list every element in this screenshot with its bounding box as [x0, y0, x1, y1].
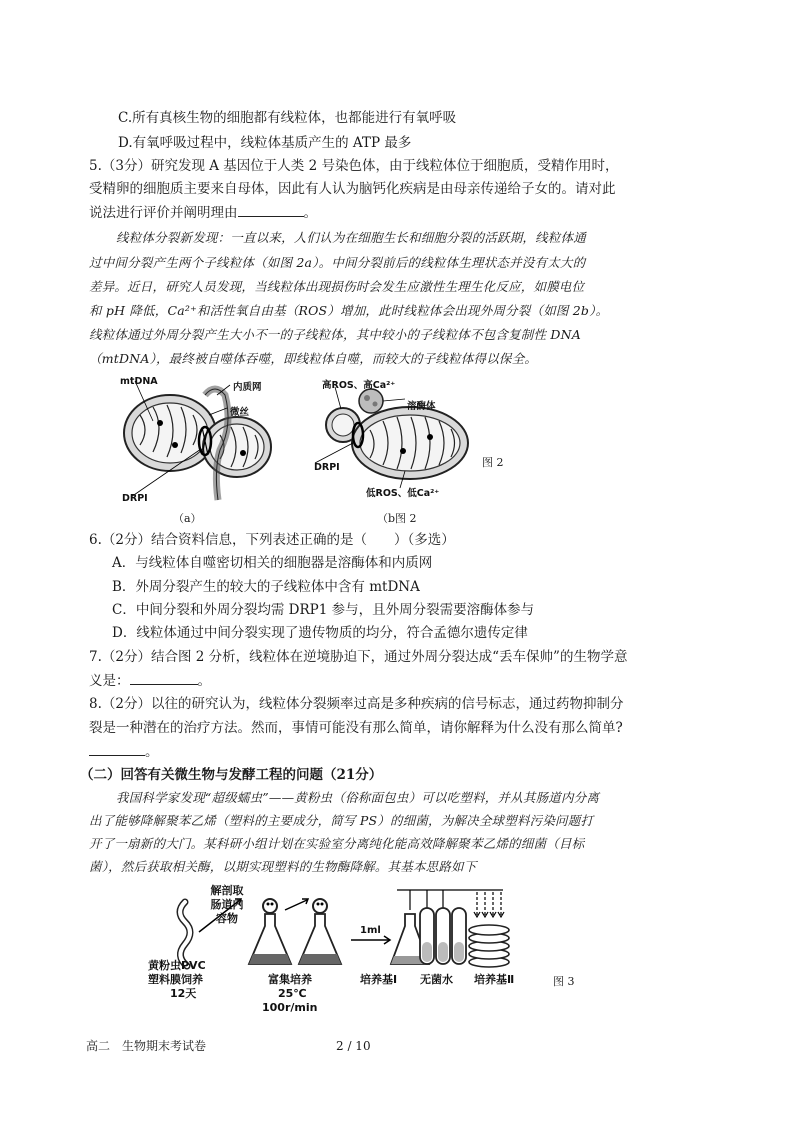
- enrich-label-3: 100r/min: [262, 1001, 318, 1014]
- q8-line1: 8.（2分）以往的研究认为，线粒体分裂频率过高是多种疾病的信号标志，通过药物抑制分: [89, 696, 624, 712]
- figure-2-label: 图 2: [482, 456, 504, 469]
- figure-3-label: 图 3: [553, 975, 575, 988]
- caption-2b: （b图 2: [377, 512, 417, 525]
- q5-text: 说法进行评价并阐明理由: [89, 205, 238, 221]
- enrich-label-1: 富集培养: [268, 973, 312, 986]
- q6-option-a[interactable]: A．与线粒体自噬密切相关的细胞器是溶酶体和内质网: [112, 555, 433, 571]
- q8-period: 。: [145, 744, 159, 760]
- q5-line1: 5.（3分）研究发现 A 基因位于人类 2 号染色体，由于线粒体位于细胞质，受精作用时，: [89, 158, 619, 174]
- worm-label-3: 12天: [170, 987, 197, 1000]
- section2-line3: 开了一扇新的大门。某科研小组计划在实验室分离纯化能高效降解聚苯乙烯的细菌（目标: [89, 836, 585, 851]
- caption-2a: （a）: [173, 512, 202, 525]
- q7-period: 。: [197, 673, 211, 689]
- q5-line3: [89, 202, 317, 223]
- q6-option-b[interactable]: B．外周分裂产生的较大的子线粒体中含有 mtDNA: [112, 579, 420, 595]
- label-high-ros: 高ROS、高Ca²⁺: [322, 380, 396, 391]
- q5-line2: 受精卵的细胞质主要来自母体，因此有人认为脑钙化疾病是由母亲传递给子女的。请对此: [89, 181, 616, 197]
- step-dissect-label: 解剖取 肠道内 容物: [210, 884, 244, 925]
- option-c: C.所有真核生物的细胞都有线粒体，也都能进行有氧呼吸: [118, 110, 457, 126]
- label-low-ros: 低ROS、低Ca²⁺: [366, 488, 440, 499]
- passage-line4: 和 pH 降低，Ca²⁺和活性氧自由基（ROS）增加，此时线粒体会出现外周分裂（如图 2b）。: [89, 303, 609, 318]
- label-er: 内质网: [233, 382, 262, 393]
- volume-1ml-label: 1ml: [360, 925, 381, 936]
- passage-line2: 过中间分裂产生两个子线粒体（如图 2a）。中间分裂前后的线粒体生理状态并没有太大的: [89, 255, 586, 270]
- worm-label-2: 塑料膜饲养: [148, 973, 203, 986]
- q5-answer-blank[interactable]: [238, 202, 304, 217]
- section2-line4: 菌），然后获取相关酶，以期实现塑料的生物酶降解。其基本思路如下: [89, 859, 477, 874]
- mitochondria-division-2b-drawing: [305, 385, 475, 495]
- label-mtdna: mtDNA: [120, 376, 158, 387]
- q8-line2: 裂是一种潜在的治疗方法。然而，事情可能没有那么简单，请你解释为什么没有那么简单?: [89, 720, 623, 736]
- q5-period: 。: [303, 205, 317, 221]
- label-lysosome: 溶酶体: [407, 401, 436, 412]
- q7-text: 义是：: [89, 673, 130, 689]
- sterile-water-label: 无菌水: [420, 973, 453, 986]
- q8-line3: [89, 741, 159, 762]
- label-drp1-a: DRPI: [122, 493, 148, 504]
- passage-line3: 差异。近日，研究人员发现，当线粒体出现损伤时会发生应激性生理生化反应，如膜电位: [89, 279, 585, 294]
- q6-stem: 6.（2分）结合资料信息，下列表述正确的是（ ）（多选）: [89, 532, 455, 548]
- footer-title: 高二 生物期末考试卷: [86, 1039, 207, 1053]
- q6-option-d[interactable]: D．线粒体通过中间分裂实现了遗传物质的均分，符合孟德尔遗传定律: [112, 625, 528, 641]
- q7-line1: 7.（2分）结合图 2 分析，线粒体在逆境胁迫下，通过外周分裂达成“丢车保帅”的生物学意: [89, 649, 628, 665]
- section2-line2: 出了能够降解聚苯乙烯（塑料的主要成分，简写 PS）的细菌，为解决全球塑料污染问题打: [89, 813, 594, 828]
- q6-option-c[interactable]: C．中间分裂和外周分裂均需 DRP1 参与，且外周分裂需要溶酶体参与: [112, 602, 535, 618]
- passage-line1: 线粒体分裂新发现：一直以来，人们认为在细胞生长和细胞分裂的活跃期，线粒体通: [116, 230, 586, 245]
- passage-line5: 线粒体通过外周分裂产生大小不一的子线粒体，其中较小的子线粒体不包含复制性 DNA: [89, 327, 581, 342]
- section-2-heading: （二）回答有关微生物与发酵工程的问题（21分）: [80, 767, 383, 783]
- mitochondria-division-2a-drawing: [105, 375, 315, 505]
- medium-2-label: 培养基Ⅱ: [474, 973, 515, 986]
- q7-answer-blank[interactable]: [130, 670, 198, 685]
- passage-line6: （mtDNA），最终被自噬体吞噬，即线粒体自噬，而较大的子线粒体得以保全。: [89, 351, 538, 366]
- worm-label-1: 黄粉虫PVC: [148, 959, 206, 972]
- label-microfilament: 微丝: [230, 407, 250, 418]
- section2-line1: 我国科学家发现“超级蠕虫”——黄粉虫（俗称面包虫）可以吃塑料，并从其肠道内分离: [116, 790, 600, 805]
- enrich-label-2: 25℃: [278, 987, 307, 1000]
- page-number: 2 / 10: [336, 1039, 371, 1053]
- q8-answer-blank[interactable]: [89, 741, 145, 756]
- q7-line2: [89, 670, 211, 691]
- label-drp1-b: DRPI: [314, 462, 340, 473]
- option-d: D.有氧呼吸过程中，线粒体基质产生的 ATP 最多: [118, 135, 412, 151]
- medium-1-label: 培养基Ⅰ: [360, 973, 398, 986]
